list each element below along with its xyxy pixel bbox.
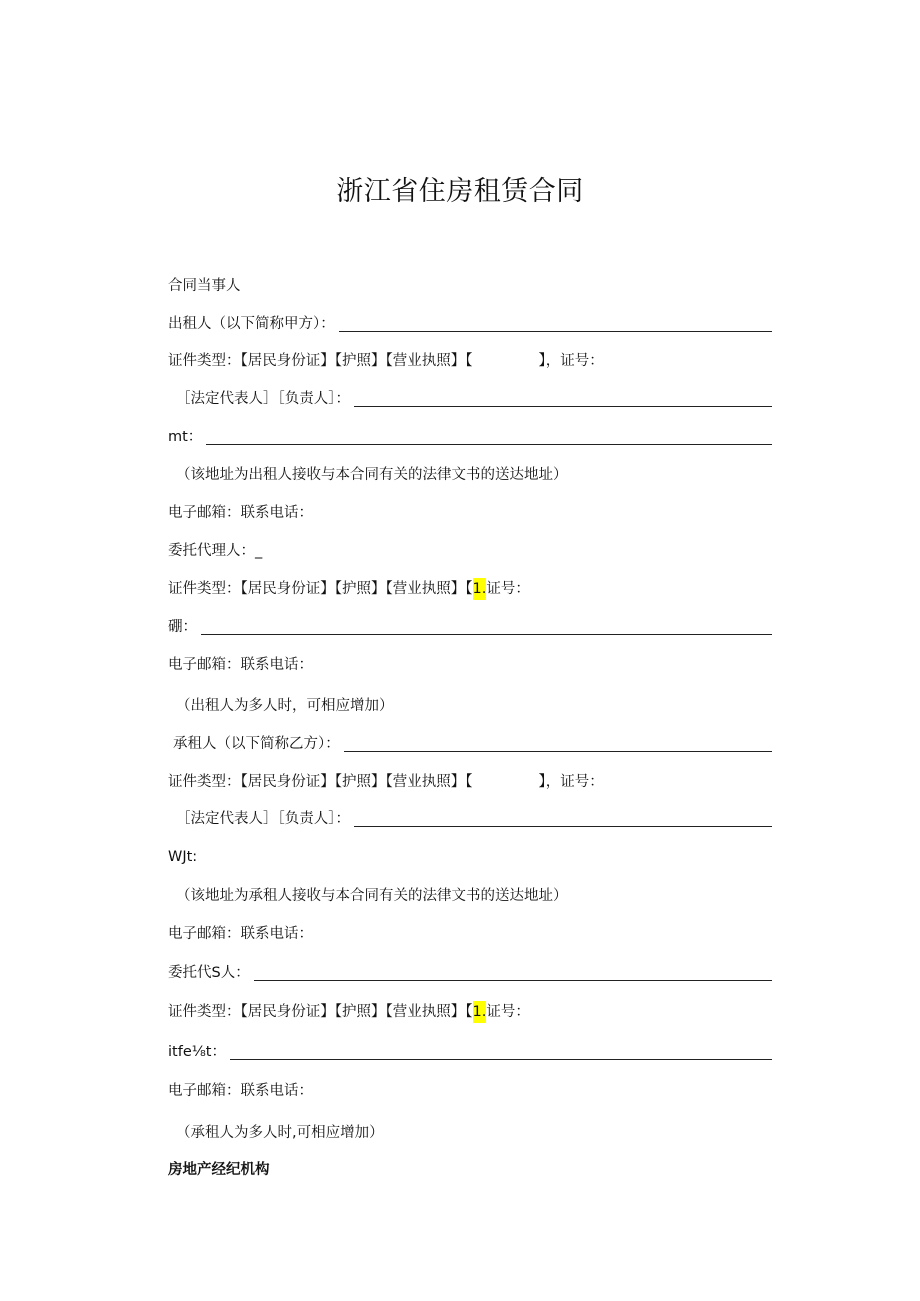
landlord-id-type-row — [168, 350, 772, 372]
tenant-agent-address-blank[interactable] — [230, 1043, 772, 1060]
landlord-address-note: （该地址为出租人接收与本合同有关的法律文书的送达地址） — [176, 467, 568, 483]
landlord-address-blank[interactable] — [206, 428, 772, 445]
tenant-agent-id-row — [168, 1001, 772, 1023]
landlord-agent-contact-row — [168, 654, 772, 676]
tenant-agent-contact-row — [168, 1080, 772, 1102]
tenant-agent-blank[interactable] — [254, 964, 772, 981]
tenant-agent-id-highlight: 1. — [473, 1001, 487, 1023]
tenant-agent-address-label: itfe⅛t： — [168, 1044, 226, 1060]
tenant-address-label: WJt: — [168, 849, 198, 865]
landlord-rep-row — [176, 388, 772, 410]
landlord-name-label: 出租人（以下简称甲方）： — [168, 316, 335, 332]
tenant-name-row — [173, 733, 772, 755]
tenant-rep-row — [176, 808, 772, 830]
tenant-contact-label: 电子邮箱：联系电话： — [168, 926, 313, 942]
landlord-name-row — [168, 313, 772, 335]
landlord-multi-note-row — [176, 695, 772, 717]
tenant-address-note: （该地址为承租人接收与本合同有关的法律文书的送达地址） — [176, 888, 568, 904]
tenant-contact-row — [168, 923, 772, 945]
tenant-multi-note-row — [176, 1122, 772, 1144]
tenant-agent-address-row — [168, 1041, 772, 1063]
tenant-id-type-suffix: 】，证号： — [538, 774, 604, 790]
section-agency-heading — [168, 1159, 772, 1181]
tenant-agent-contact-label: 电子邮箱：联系电话： — [168, 1083, 313, 1099]
landlord-name-blank[interactable] — [339, 315, 772, 332]
tenant-agent-label: 委托代S人： — [168, 965, 250, 981]
landlord-agent-address-blank[interactable] — [201, 618, 772, 635]
section-parties-heading — [168, 275, 772, 297]
landlord-agent-id-suffix: 证号： — [486, 581, 530, 597]
tenant-agent-id-suffix: 证号： — [486, 1004, 530, 1020]
landlord-agent-contact-label: 电子邮箱：联系电话： — [168, 657, 313, 673]
landlord-multi-note: （出租人为多人时，可相应增加） — [176, 698, 394, 714]
tenant-agent-row — [168, 962, 772, 984]
section-parties-label: 合同当事人 — [168, 278, 241, 294]
tenant-rep-label: ［法定代表人］［负责人］： — [176, 811, 350, 827]
landlord-address-label: mt： — [168, 429, 203, 445]
landlord-agent-label: 委托代理人：_ — [168, 543, 263, 559]
landlord-agent-address-row — [168, 616, 772, 638]
landlord-rep-blank[interactable] — [354, 390, 772, 407]
landlord-id-type-prefix: 证件类型：【居民身份证】【护照】【营业执照】【 — [168, 353, 473, 369]
tenant-rep-blank[interactable] — [354, 810, 772, 827]
tenant-id-type-row — [168, 771, 772, 793]
tenant-name-label: 承租人（以下简称乙方）： — [173, 736, 340, 752]
tenant-address-row — [168, 846, 772, 868]
tenant-address-note-row — [176, 885, 772, 907]
tenant-id-type-prefix: 证件类型：【居民身份证】【护照】【营业执照】【 — [168, 774, 473, 790]
landlord-agent-row — [168, 540, 772, 562]
tenant-agent-id-prefix: 证件类型：【居民身份证】【护照】【营业执照】【 — [168, 1004, 473, 1020]
document-title: 浙江省住房租赁合同 — [336, 176, 584, 207]
landlord-rep-label: ［法定代表人］［负责人］： — [176, 391, 350, 407]
tenant-multi-note: （承租人为多人时,可相应增加） — [176, 1125, 384, 1141]
landlord-address-note-row — [176, 464, 772, 486]
landlord-agent-id-row — [168, 578, 772, 600]
tenant-name-blank[interactable] — [344, 735, 772, 752]
landlord-agent-id-highlight: 1. — [473, 578, 487, 600]
landlord-address-row — [168, 426, 772, 448]
landlord-contact-row — [168, 502, 772, 524]
landlord-agent-address-label: 硼： — [168, 619, 197, 635]
landlord-agent-id-prefix: 证件类型：【居民身份证】【护照】【营业执照】【 — [168, 581, 473, 597]
landlord-contact-label: 电子邮箱：联系电话： — [168, 505, 313, 521]
section-agency-label: 房地产经纪机构 — [168, 1162, 270, 1178]
landlord-id-type-suffix: 】，证号： — [538, 353, 604, 369]
